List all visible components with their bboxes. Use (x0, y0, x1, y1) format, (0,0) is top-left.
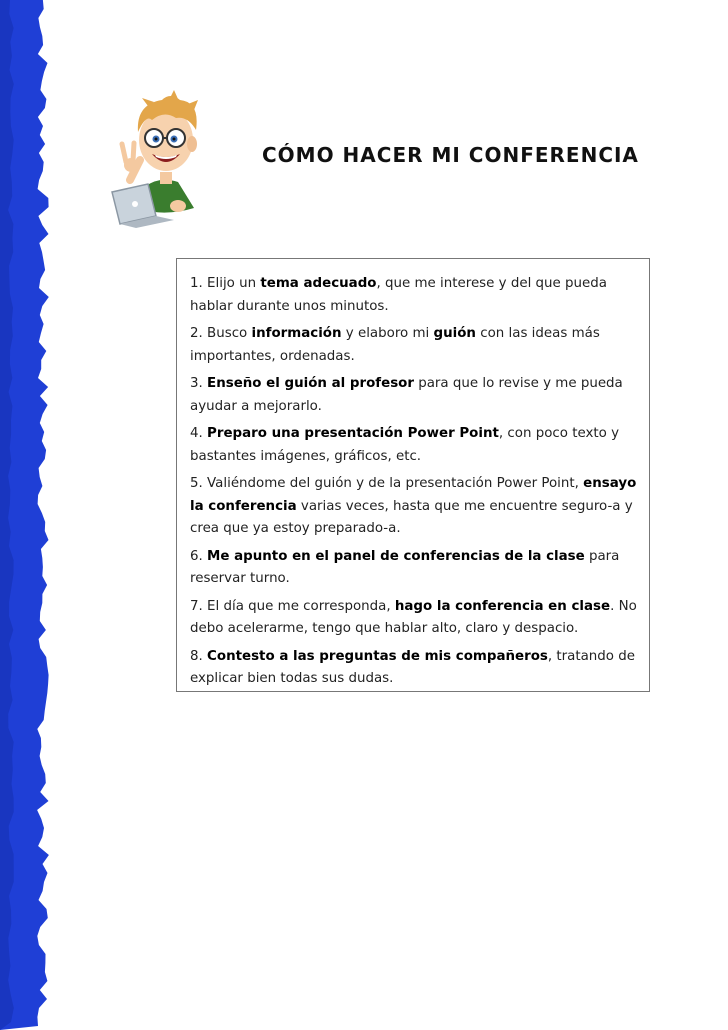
step-text: varias veces, hasta que me encuentre seguro-a y crea que ya estoy preparado-a. (190, 498, 633, 536)
step-text: y elaboro mi (341, 326, 434, 341)
steps-box (176, 258, 650, 692)
step-item (190, 646, 643, 691)
step-number: 5. (190, 476, 208, 491)
step-number: 2. (190, 326, 208, 341)
step-number: 3. (190, 376, 208, 391)
step-text: , que me interese y del que pueda hablar durante unos minutos. (190, 276, 607, 314)
step-item (190, 546, 643, 591)
step-item (190, 473, 643, 541)
step-text: Valiéndome del guión y de la presentación Power Point, (207, 476, 584, 491)
step-item (190, 323, 643, 368)
page-title: CÓMO HACER MI CONFERENCIA (262, 143, 639, 167)
step-keyword: Contesto a las preguntas de mis compañeros (207, 648, 548, 664)
step-keyword: guión (433, 326, 476, 341)
step-item (190, 373, 643, 418)
step-text: para que lo revise y me pueda ayudar a mejorarlo. (190, 376, 623, 414)
step-keyword: Me apunto en el panel de conferencias de la clase (207, 548, 585, 564)
step-text: para reservar turno. (190, 548, 620, 586)
step-keyword: hago la conferencia en clase (394, 598, 611, 614)
step-keyword: Enseño el guión al profesor (207, 376, 414, 391)
step-keyword: Preparo una presentación Power Point (207, 426, 499, 441)
step-number: 6. (190, 548, 208, 564)
step-keyword: ensayo la conferencia (190, 476, 637, 514)
step-number: 8. (190, 648, 208, 664)
step-item (190, 273, 643, 318)
step-text: con las ideas más importantes, ordenadas. (190, 326, 600, 364)
step-text: El día que me corresponda, (207, 598, 395, 614)
step-number: 7. (190, 598, 208, 614)
step-item (190, 423, 643, 468)
step-item (190, 596, 643, 641)
boy-with-laptop-icon (108, 90, 212, 230)
step-keyword: tema adecuado (260, 276, 377, 291)
step-number: 1. (190, 276, 208, 291)
step-text: Elijo un (207, 276, 261, 291)
decorative-left-border (0, 0, 60, 1030)
step-text: , tratando de explicar bien todas sus dudas. (190, 648, 635, 686)
step-keyword: información (251, 326, 342, 341)
step-text: Busco (207, 326, 252, 341)
step-number: 4. (190, 426, 208, 441)
step-text: , con poco texto y bastantes imágenes, gráficos, etc. (190, 426, 620, 464)
step-text: . No debo acelerarme, tengo que hablar alto, claro y despacio. (190, 598, 637, 636)
